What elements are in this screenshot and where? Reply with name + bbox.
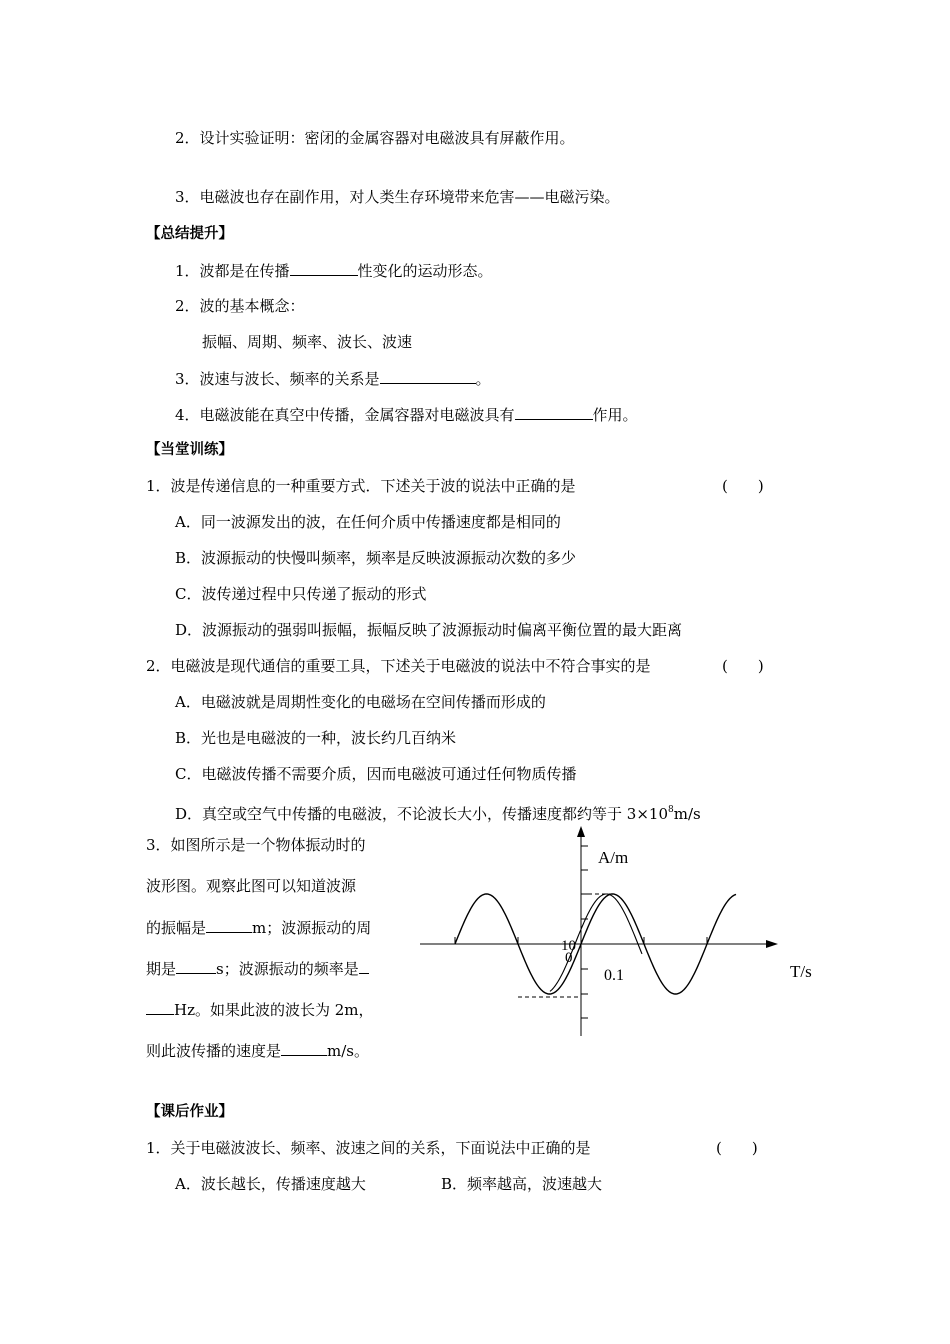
q3-period-suffix: s；波源振动的频率是 [216,960,359,978]
practice-q2-option-b: B．光也是电磁波的一种，波长约几百纳米 [175,729,457,747]
practice-q3-line-6 [146,1040,369,1061]
y-tick-label: 10 [561,938,576,954]
option-d-unit: m/s [673,805,701,823]
practice-q3-line-5 [146,999,374,1020]
x-axis-label: T/s [790,962,812,981]
answer-paren[interactable]: ( ) [722,477,764,495]
homework-heading: 【课后作业】 [146,1104,233,1120]
summary-item-4-prefix: 4．电磁波能在真空中传播，金属容器对电磁波具有 [175,406,515,424]
answer-paren[interactable]: ( ) [716,1139,758,1157]
homework-q1-stem: 1．关于电磁波波长、频率、波速之间的关系，下面说法中正确的是 [146,1139,591,1157]
summary-item-3-prefix: 3．波速与波长、频率的关系是 [175,370,380,388]
practice-heading: 【当堂训练】 [146,442,233,458]
summary-item-3-suffix: 。 [475,370,491,388]
option-d-exponent: 8 [668,805,674,815]
fill-blank[interactable] [359,958,369,974]
fill-blank[interactable] [380,368,476,384]
fill-blank[interactable] [146,999,174,1015]
q3-speed-suffix: m/s。 [327,1042,369,1060]
q3-period-prefix: 期是 [146,960,177,978]
y-axis-label: A/m [598,848,629,867]
waveform-graph [410,822,830,1044]
practice-q3-line-3 [146,917,371,938]
summary-item-4-suffix: 作用。 [592,406,638,424]
origin-label: 0 [565,950,573,966]
practice-q1-option-a: A．同一波源发出的波，在任何介质中传播速度都是相同的 [175,513,561,531]
practice-q2-option-c: C．电磁波传播不需要介质，因而电磁波可通过任何物质传播 [175,765,577,783]
summary-item-1-prefix: 1．波都是在传播 [175,262,290,280]
answer-paren[interactable]: ( ) [722,657,764,675]
q3-frequency-suffix: Hz。如果此波的波长为 2m， [174,1001,374,1019]
y-axis-ticks [581,846,588,1018]
practice-q1-stem: 1．波是传递信息的一种重要方式．下述关于波的说法中正确的是 [146,477,576,495]
summary-heading: 【总结提升】 [146,226,233,242]
practice-q2-option-d [175,800,701,824]
homework-q1-option-a: A．波长越长，传播速度越大 [175,1175,366,1193]
fill-blank[interactable] [281,1040,327,1056]
fill-blank[interactable] [515,404,593,420]
q3-speed-prefix: 则此波传播的速度是 [146,1042,282,1060]
practice-q3-line-4 [146,958,369,979]
x-tick-label: 0.1 [604,967,624,984]
x-axis-arrow-icon [766,940,778,948]
experiment-item-2: 2．设计实验证明：密闭的金属容器对电磁波具有屏蔽作用。 [175,129,575,147]
practice-q2-stem: 2．电磁波是现代通信的重要工具，下述关于电磁波的说法中不符合事实的是 [146,657,651,675]
summary-item-2: 2．波的基本概念： [175,297,305,315]
fill-blank[interactable] [206,917,252,933]
practice-q1-option-d: D．波源振动的强弱叫振幅，振幅反映了波源振动时偏离平衡位置的最大距离 [175,621,683,639]
summary-item-1-suffix: 性变化的运动形态。 [357,262,493,280]
summary-item-1 [175,260,493,281]
fill-blank[interactable] [290,260,358,276]
option-d-text: D．真空或空气中传播的电磁波，不论波长大小，传播速度都约等于 3×10 [175,805,668,823]
practice-q3-line-2: 波形图。观察此图可以知道波源 [146,877,357,895]
summary-item-3 [175,368,491,389]
summary-item-4 [175,404,638,425]
q3-amplitude-prefix: 的振幅是 [146,919,207,937]
practice-q2-option-a: A．电磁波就是周期性变化的电磁场在空间传播而形成的 [175,693,546,711]
q3-amplitude-suffix: m；波源振动的周 [252,919,372,937]
practice-q1-option-b: B．波源振动的快慢叫频率，频率是反映波源振动次数的多少 [175,549,577,567]
practice-q3-line-1: 3．如图所示是一个物体振动时的 [146,836,366,854]
y-axis-arrow-icon [577,826,585,837]
homework-q1-option-b: B．频率越高，波速越大 [441,1175,603,1193]
practice-q1-option-c: C．波传递过程中只传递了振动的形式 [175,585,427,603]
experiment-item-3: 3．电磁波也存在副作用，对人类生存环境带来危害——电磁污染。 [175,188,620,206]
fill-blank[interactable] [176,958,216,974]
summary-item-2-detail: 振幅、周期、频率、波长、波速 [202,333,413,351]
